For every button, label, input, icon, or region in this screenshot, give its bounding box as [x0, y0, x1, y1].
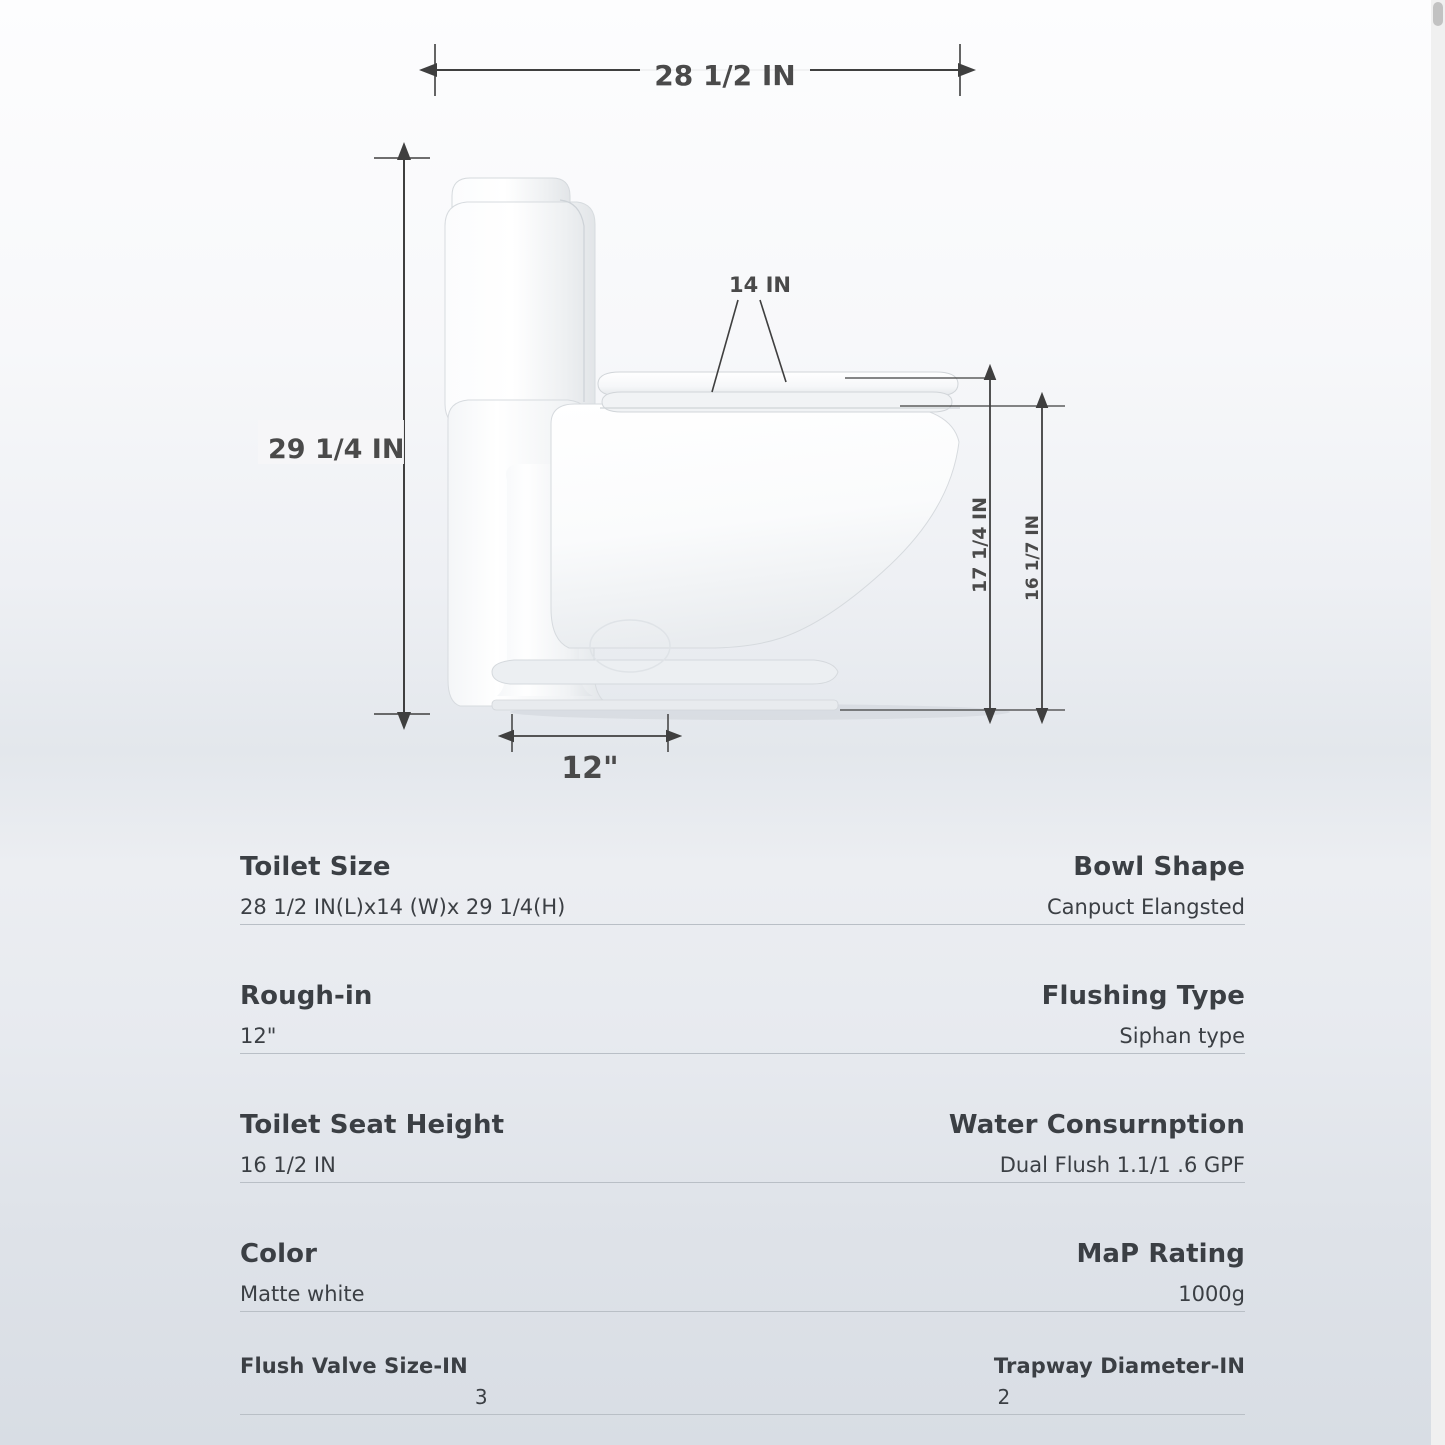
spec-cell-right: [763, 1109, 1245, 1178]
spec-label: MaP Rating: [1076, 1239, 1245, 1270]
spec-label: Bowl Shape: [1073, 852, 1245, 883]
spec-cell-right: [763, 1238, 1245, 1307]
vertical-scrollbar[interactable]: [1431, 0, 1445, 1445]
dimension-seat-height: [1023, 408, 1043, 708]
dimension-overall-width: [435, 44, 960, 96]
spec-value: Dual Flush 1.1/1 .6 GPF: [999, 1152, 1245, 1177]
dimension-overall-height: [258, 158, 430, 714]
dimension-overall-height-label: 29 1/4 IN: [268, 434, 405, 465]
spec-value: 28 1/2 IN(L)x14 (W)x 29 1/4(H): [240, 894, 566, 919]
table-row: [240, 1207, 1245, 1312]
spec-value: 3: [474, 1385, 488, 1409]
toilet-illustration: [445, 178, 1010, 720]
dimension-rim-height-label: 17 1/4 IN: [969, 496, 991, 594]
spec-label: Color: [240, 1239, 318, 1270]
spec-label: Trapway Diameter-IN: [993, 1353, 1245, 1378]
spec-value: Canpuct Elangsted: [1047, 894, 1245, 919]
spec-cell-right: [763, 851, 1245, 920]
spec-value: Matte white: [240, 1281, 365, 1306]
dimension-rough-in-label: 12": [561, 751, 619, 786]
dimension-rim-height: [969, 380, 991, 708]
dimension-overall-width-label: 28 1/2 IN: [654, 59, 796, 92]
spec-label: Flush Valve Size-IN: [240, 1353, 468, 1378]
spec-value: 1000g: [1178, 1281, 1245, 1306]
spec-cell-left: [240, 980, 722, 1049]
spec-cell-right: [763, 980, 1245, 1049]
spec-value: Siphan type: [1119, 1023, 1245, 1048]
spec-label: Toilet Seat Height: [240, 1110, 505, 1141]
spec-label: Flushing Type: [1041, 981, 1245, 1012]
table-row: [240, 820, 1245, 925]
dimension-rough-in: [512, 714, 668, 786]
table-row-divider: [240, 1415, 1245, 1445]
specifications-table: [240, 820, 1245, 1445]
spec-label: Rough-in: [240, 981, 373, 1012]
scrollbar-thumb[interactable]: [1433, 2, 1443, 26]
dimension-seat-height-label: 16 1/7 IN: [1023, 515, 1043, 601]
spec-cell-left: [240, 1353, 722, 1410]
spec-value: 16 1/2 IN: [240, 1152, 336, 1177]
table-row: [240, 949, 1245, 1054]
spec-cell-left: [240, 1109, 722, 1178]
table-row: [240, 1078, 1245, 1183]
spec-cell-right: [763, 1353, 1245, 1410]
spec-label: Toilet Size: [240, 852, 391, 883]
dimension-seat-width-label: 14 IN: [729, 273, 791, 297]
spec-value: 12": [240, 1023, 277, 1048]
spec-cell-left: [240, 1238, 722, 1307]
spec-cell-left: [240, 851, 722, 920]
spec-label: Water Consurnption: [948, 1110, 1245, 1141]
table-row: [240, 1326, 1245, 1415]
spec-value: 2: [997, 1385, 1011, 1409]
